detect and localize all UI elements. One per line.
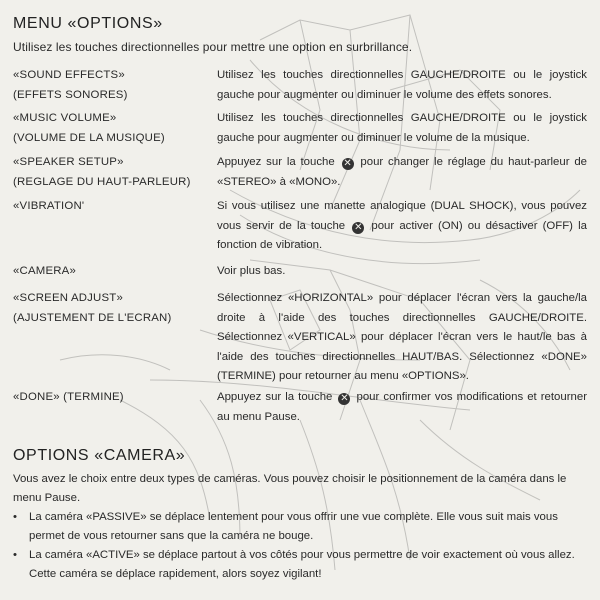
options-camera-intro: Vous avez le choix entre deux types de caméras. Vous pouvez choisir le positionnement de la caméra dans le menu Pause. [13, 473, 567, 504]
menu-options-title: MENU «OPTIONS» [13, 15, 163, 32]
camera-active-text: La caméra «ACTIVE» se déplace partout à vos côtés pour vous permettre de voir exactement où vous allez. Cette caméra se déplace rapidement, alors soyez vigilant! [29, 549, 575, 580]
options-camera-title: OPTIONS «CAMERA» [13, 447, 186, 464]
option-description: Appuyez sur la touche ✕ pour confirmer vos modifications et retourner au menu Pause. [217, 391, 587, 423]
option-term: «SCREEN ADJUST» (AJUSTEMENT DE L'ECRAN) [13, 292, 172, 324]
option-description: Sélectionnez «HORIZONTAL» pour déplacer l'écran vers la gauche/la droite à l'aide des touches directionnelles GAUCHE/DROITE. Sélectionnez «VERTICAL» pour déplacer l'écran vers le haut/le bas à l'aide des touches directionnelles HAUT/BAS. Sélectionnez «DONE» (TERMINE) pour retourner au menu «OPTIONS». [217, 292, 587, 382]
menu-options-intro: Utilisez les touches directionnelles pour mettre une option en surbrillance. [13, 40, 413, 54]
cross-button-icon: ✕ [340, 393, 349, 404]
cross-button-icon: ✕ [343, 158, 352, 169]
option-description: Appuyez sur la touche ✕ pour changer le réglage du haut-parleur de «STEREO» à «MONO». [217, 156, 587, 188]
option-term: «CAMERA» [13, 265, 77, 277]
option-description: Voir plus bas. [217, 265, 286, 277]
option-term: «SPEAKER SETUP» (REGLAGE DU HAUT-PARLEUR) [13, 156, 191, 188]
camera-passive-text: La caméra «PASSIVE» se déplace lentement pour vous offrir une vue complète. Elle vous suit mais vous permet de vous retourner sans que la caméra ne bouge. [29, 511, 558, 542]
option-term: «VIBRATION' [13, 200, 85, 212]
bullet-icon: • [13, 511, 17, 523]
option-description: Utilisez les touches directionnelles GAUCHE/DROITE ou le joystick gauche pour augmenter ou diminuer le volume des effets sonores. [217, 69, 587, 101]
option-term: «DONE» (TERMINE) [13, 391, 124, 403]
bullet-icon: • [13, 549, 17, 561]
option-term: «SOUND EFFECTS» (EFFETS SONORES) [13, 69, 128, 101]
option-description: Si vous utilisez une manette analogique (DUAL SHOCK), vous pouvez vous servir de la touche ✕ pour activer (ON) ou désactiver (OFF) la fonction de vibration. [217, 200, 587, 251]
option-description: Utilisez les touches directionnelles GAUCHE/DROITE ou le joystick gauche pour augmenter ou diminuer le volume de la musique. [217, 112, 587, 144]
option-term: «MUSIC VOLUME» (VOLUME DE LA MUSIQUE) [13, 112, 165, 144]
cross-button-icon: ✕ [354, 221, 363, 233]
